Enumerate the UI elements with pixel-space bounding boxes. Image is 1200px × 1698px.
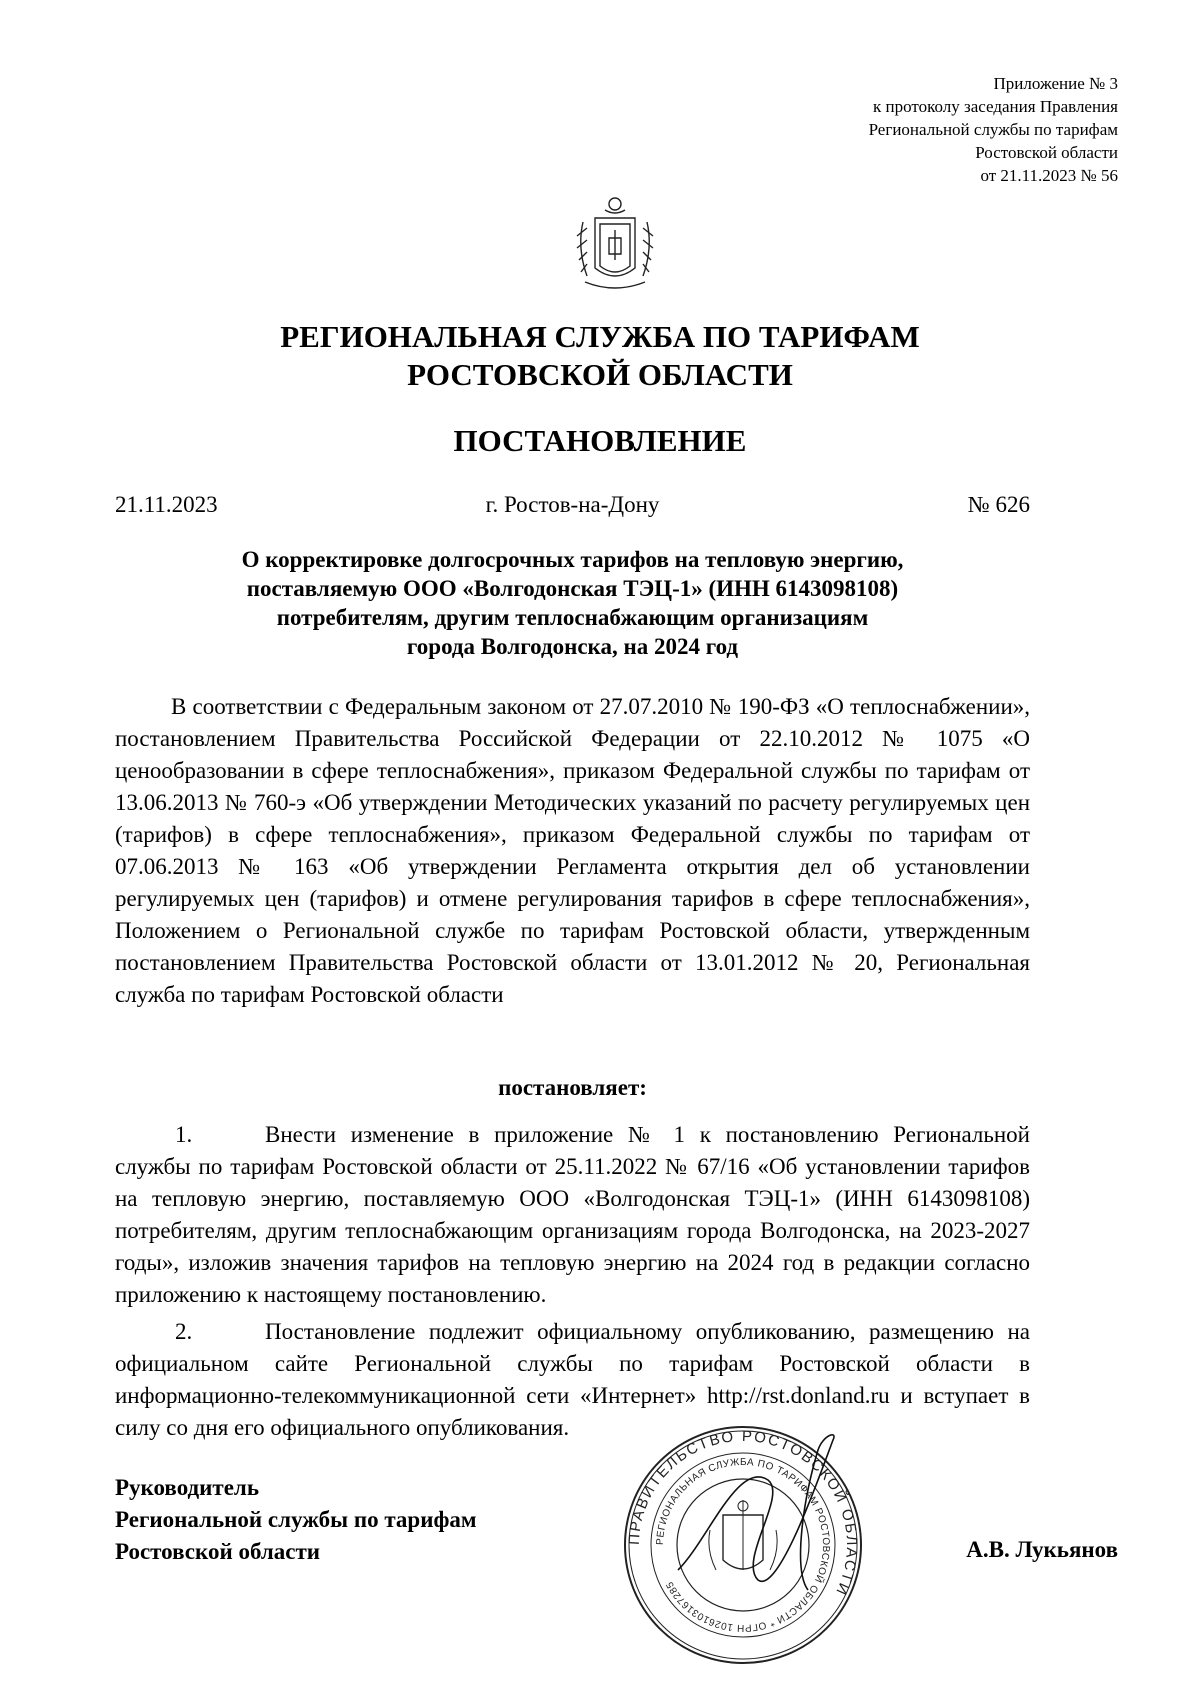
preamble-paragraph: В соответствии с Федеральным законом от 27.07.2010 № 190-ФЗ «О теплоснабжении», постановлением Правительства Российской Федерации от 22.10.2012 № 1075 «О ценообразовании в сфере теплоснабжения», приказом Федеральной службы по тарифам от 13.06.2013 № 760-э «Об утверждении Методических указаний по расчету регулируемых цен (тарифов) в сфере теплоснабжения», приказом Федеральной службы по тарифам от 07.06.2013 № 163 «Об утверждении Регламента открытия дел об установлении регулируемых цен (тарифов) и отмене регулирования тарифов в сфере теплоснабжения», Положением о Региональной службе по тарифам Ростовской области, утвержденным постановлением Правительства Ростовской области от 13.01.2012 № 20, Региональная служба по тарифам Ростовской области xyxy=(115,694,1030,1007)
organization-title-line: РЕГИОНАЛЬНАЯ СЛУЖБА ПО ТАРИФАМ xyxy=(280,319,920,354)
signatory-name: А.В. Лукьянов xyxy=(966,1537,1118,1562)
subject-line: О корректировке долгосрочных тарифов на тепловую энергию, xyxy=(241,547,904,572)
resolution-item xyxy=(115,1119,1030,1311)
signatory-position-line: Региональной службы по тарифам xyxy=(115,1507,477,1532)
resolution-item xyxy=(115,1316,1030,1444)
subject-line: потребителям, другим теплоснабжающим организациям xyxy=(276,605,869,630)
appendix-line: к протоколу заседания Правления xyxy=(873,97,1118,116)
item-text: Внести изменение в приложение № 1 к постановлению Региональной службы по тарифам Ростовской области от 25.11.2022 № 67/16 «Об установлении тарифов на тепловую энергию, поставляемую ООО «Волгодонская ТЭЦ-1» (ИНН 6143098108) потребителям, другим теплоснабжающим организациям города Волгодонска, на 2023-2027 годы», изложив значения тарифов на тепловую энергию на 2024 год в редакции согласно приложению к настоящему постановлению. xyxy=(115,1122,1030,1307)
subject-line: города Волгодонска, на 2024 год xyxy=(406,634,739,659)
document-number: № 626 xyxy=(967,492,1030,517)
subject-line: поставляемую ООО «Волгодонская ТЭЦ-1» (ИНН 6143098108) xyxy=(246,576,899,601)
document-type: ПОСТАНОВЛЕНИЕ xyxy=(453,423,747,458)
coat-of-arms-icon xyxy=(565,188,665,300)
official-seal-icon xyxy=(618,1420,868,1670)
document-subject xyxy=(115,545,1030,661)
appendix-line: Ростовской области xyxy=(975,143,1118,162)
organization-title-line: РОСТОВСКОЙ ОБЛАСТИ xyxy=(407,357,793,392)
item-number: 1. xyxy=(175,1122,193,1147)
appendix-line: от 21.11.2023 № 56 xyxy=(980,166,1118,185)
document-meta xyxy=(115,492,1030,526)
item-text: Постановление подлежит официальному опубликованию, размещению на официальном сайте Региональной службы по тарифам Ростовской области в информационно-телекоммуникационной сети «Интернет» http://rst.donland.ru и вступает в силу со дня его официального опубликования. xyxy=(115,1319,1030,1440)
document-date: 21.11.2023 xyxy=(115,492,218,517)
decides-heading: постановляет: xyxy=(498,1075,647,1100)
document-city: г. Ростов-на-Дону xyxy=(485,492,660,517)
signatory-position-line: Руководитель xyxy=(115,1475,259,1500)
appendix-line: Региональной службы по тарифам xyxy=(868,120,1118,139)
item-number: 2. xyxy=(175,1319,193,1344)
seal-inner-text: РЕГИОНАЛЬНАЯ СЛУЖБА ПО ТАРИФАМ РОСТОВСКОЙ ОБЛАСТИ * ОГРН 1026103167285 xyxy=(654,1456,832,1634)
appendix-line: Приложение № 3 xyxy=(993,74,1118,93)
signatory-position xyxy=(115,1472,477,1568)
appendix-block xyxy=(718,72,1118,187)
seal-outer-text: ПРАВИТЕЛЬСТВО РОСТОВСКОЙ ОБЛАСТИ xyxy=(625,1427,861,1599)
organization-title xyxy=(0,318,1200,394)
signatory-position-line: Ростовской области xyxy=(115,1539,321,1564)
